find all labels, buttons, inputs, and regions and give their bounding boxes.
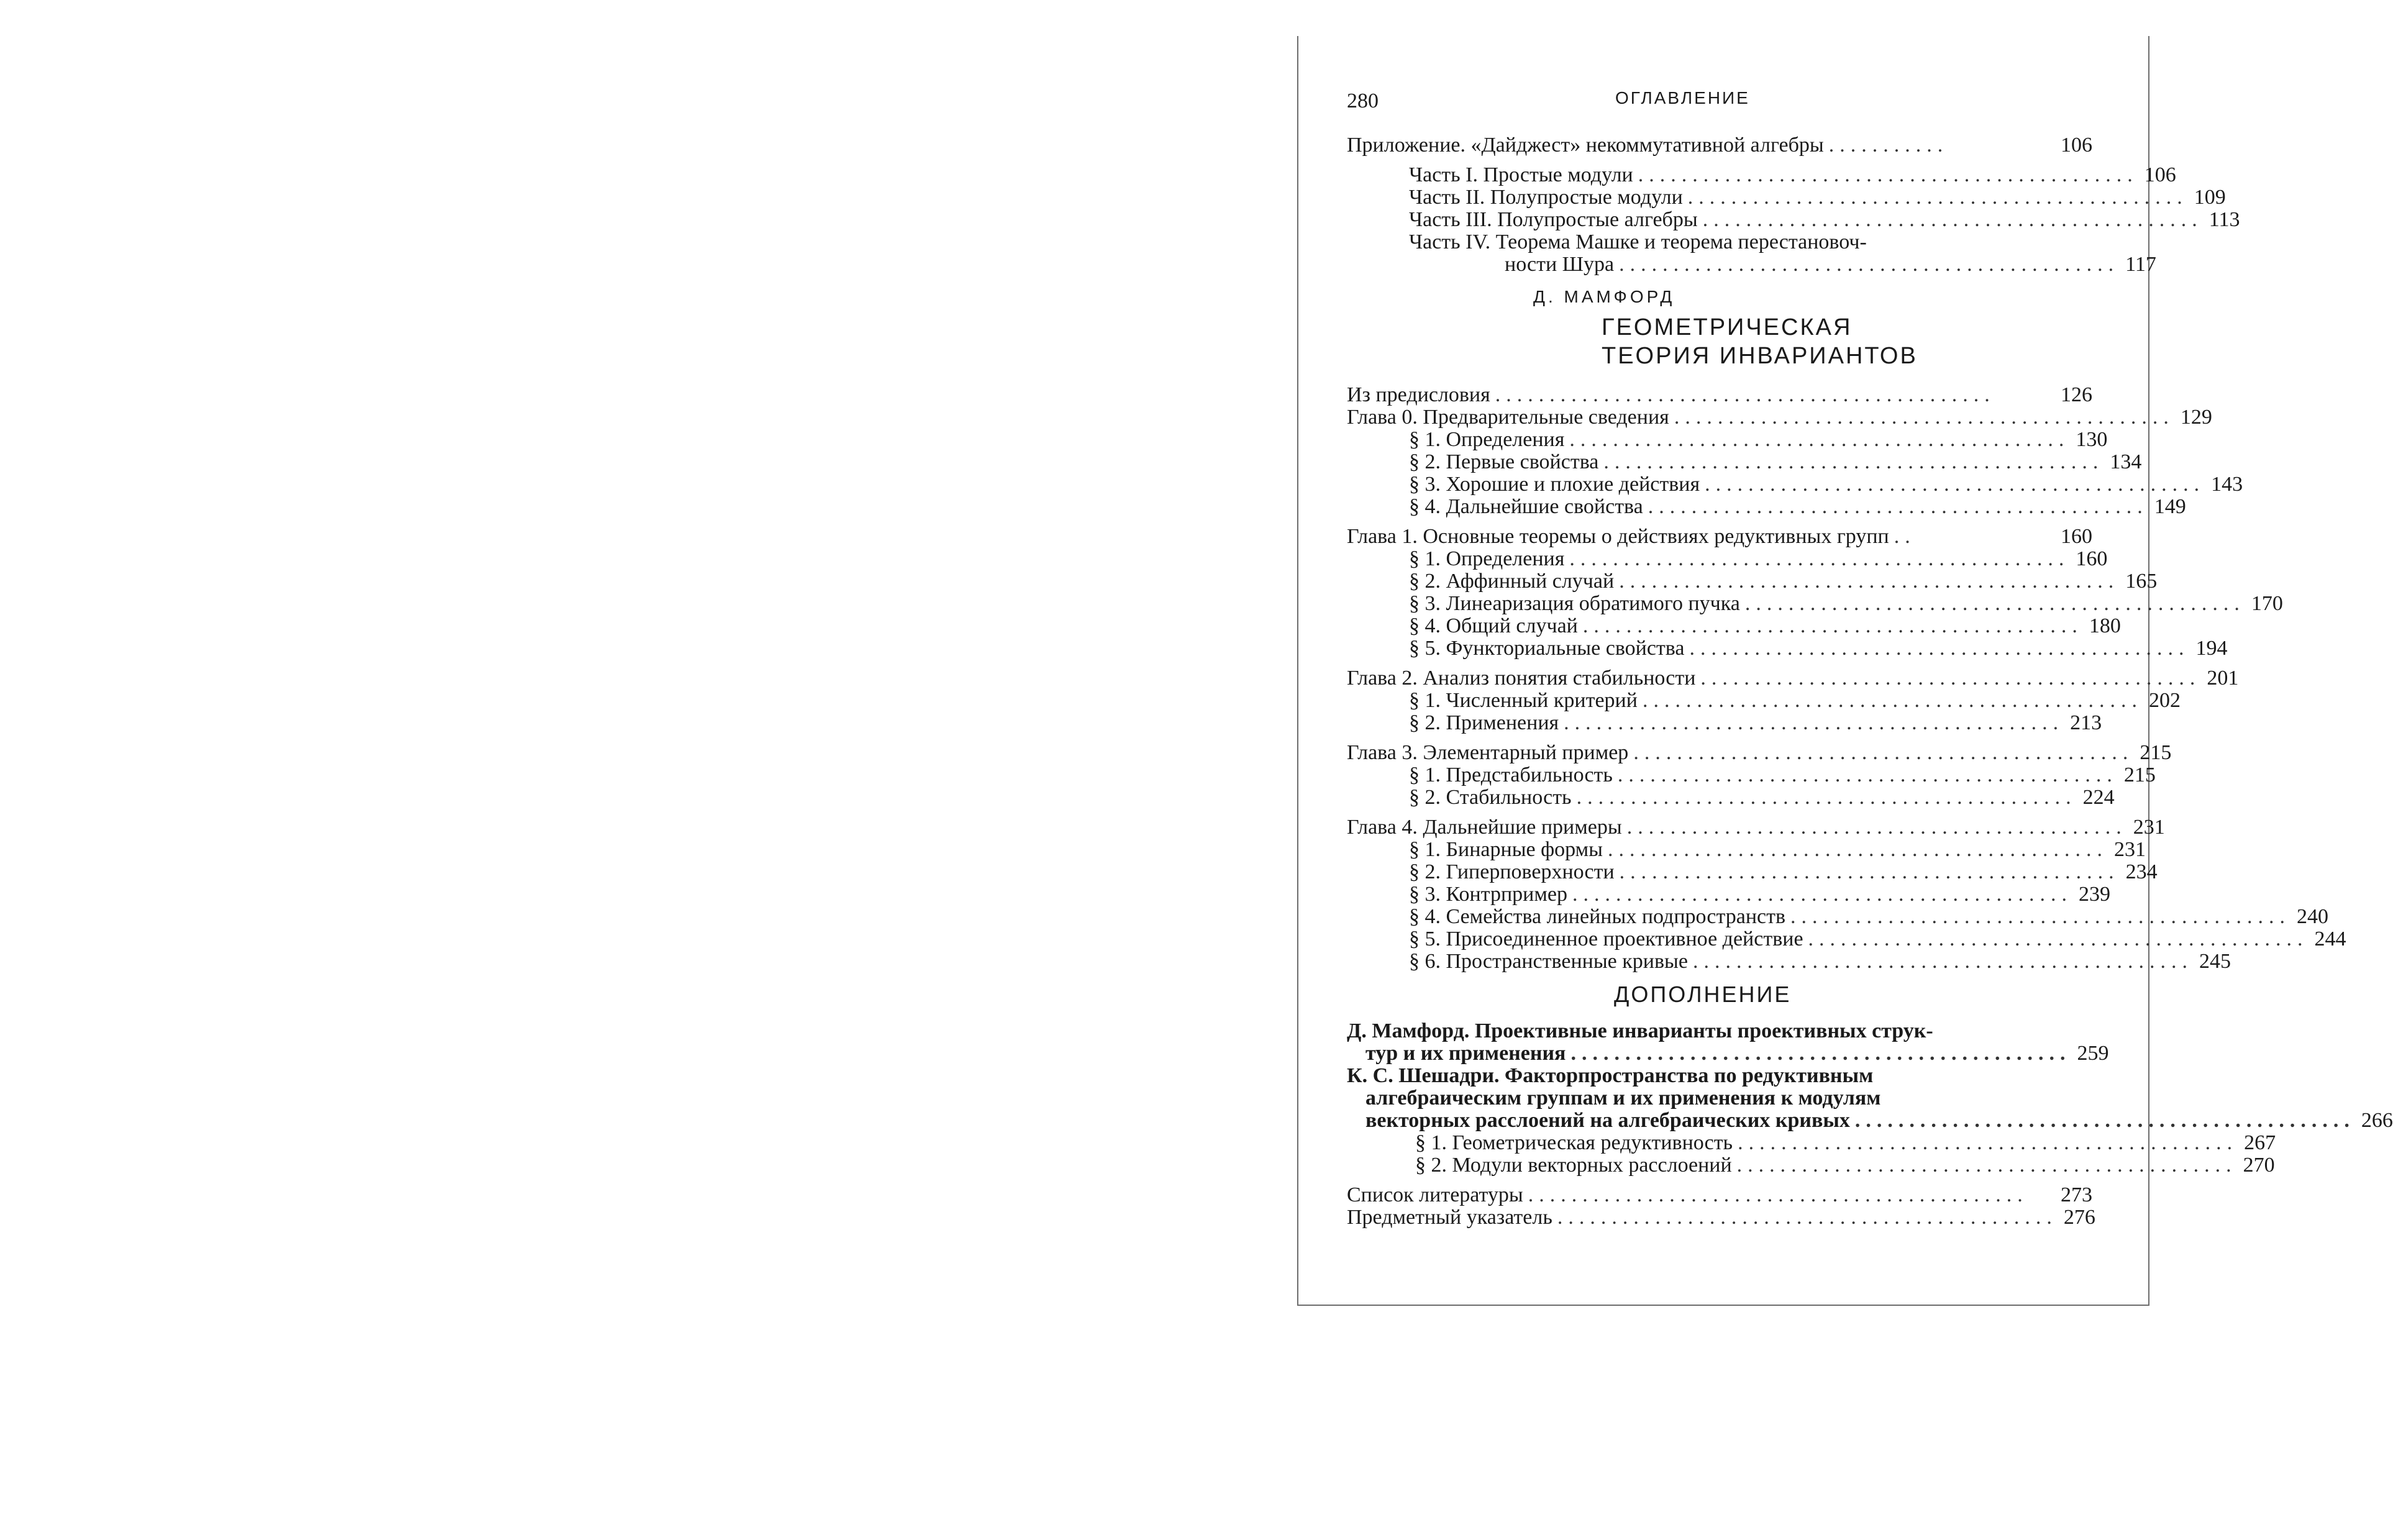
table-of-contents — [1347, 82, 2393, 1229]
toc-entry: Глава 3. Элементарный пример .............................................. 215 — [1347, 741, 2172, 764]
page-header — [1347, 82, 2092, 122]
chapter-4 — [1347, 816, 2346, 973]
toc-entry: Глава 1. Основные теоремы о действиях редуктивных групп .. 160 — [1347, 525, 2092, 548]
toc-entry: § 4. Общий случай .............................................. 180 — [1409, 614, 2121, 637]
toc-entry: векторных расслоений на алгебраических кривых .............................................. 266 — [1365, 1109, 2393, 1132]
supplement-title: ДОПОЛНЕНИЕ — [1614, 982, 1792, 1007]
chapter-2 — [1347, 667, 2239, 734]
toc-entry: § 2. Гиперповерхности .............................................. 234 — [1409, 860, 2158, 883]
toc-entry: Приложение. «Дайджест» некоммутативной алгебры ........... 106 — [1347, 134, 2092, 157]
toc-entry: Список литературы .............................................. 273 — [1347, 1183, 2092, 1206]
toc-entry: Глава 0. Предварительные сведения .............................................. 129 — [1347, 406, 2212, 429]
toc-entry-line: К. С. Шешадри. Факторпространства по редуктивным — [1347, 1064, 1874, 1087]
toc-entry: § 2. Применения .............................................. 213 — [1409, 711, 2102, 734]
toc-entry: § 1. Геометрическая редуктивность .............................................. 267 — [1415, 1131, 2276, 1154]
toc-entry: § 2. Модули векторных расслоений .............................................. 270 — [1415, 1154, 2275, 1177]
toc-entry-line: Часть IV. Теорема Машке и теорема перестановоч- — [1409, 230, 1867, 253]
toc-entry: Часть I. Простые модули .............................................. 106 — [1409, 163, 2176, 186]
toc-entry: § 1. Определения .............................................. 130 — [1409, 428, 2108, 451]
running-title: ОГЛАВЛЕНИЕ — [1615, 88, 1750, 107]
chapter-1 — [1347, 525, 2283, 660]
toc-entry-line: Д. Мамфорд. Проективные инварианты проективных струк- — [1347, 1019, 1933, 1042]
toc-entry: § 4. Семейства линейных подпространств .............................................. 240 — [1409, 905, 2329, 928]
toc-entry: § 2. Стабильность .............................................. 224 — [1409, 786, 2115, 809]
toc-entry: ности Шура .............................................. 117 — [1505, 253, 2156, 276]
toc-entry: Часть III. Полупростые алгебры .............................................. 113 — [1409, 208, 2240, 231]
toc-entry: тур и их применения .............................................. 259 — [1365, 1042, 2109, 1065]
book-title: ТЕОРИЯ ИНВАРИАНТОВ — [1602, 343, 1918, 369]
toc-entry: § 4. Дальнейшие свойства .............................................. 149 — [1409, 495, 2186, 518]
toc-entry: § 5. Присоединенное проективное действие .............................................. 244 — [1409, 927, 2346, 950]
supplement-block — [1347, 1019, 2393, 1229]
toc-entry: Часть II. Полупростые модули .............................................. 109 — [1409, 186, 2226, 209]
toc-entry: § 1. Определения .............................................. 160 — [1409, 547, 2108, 570]
toc-entry: § 3. Контрпример .............................................. 239 — [1409, 883, 2110, 906]
toc-entry: § 3. Хорошие и плохие действия .............................................. 143 — [1409, 473, 2243, 496]
toc-entry: § 1. Бинарные формы .............................................. 231 — [1409, 838, 2146, 861]
toc-entry: § 1. Численный критерий .............................................. 202 — [1409, 689, 2181, 712]
toc-entry: § 3. Линеаризация обратимого пучка .............................................. 170 — [1409, 592, 2283, 615]
toc-entry: § 1. Предстабильность .............................................. 215 — [1409, 763, 2156, 786]
page-number: 280 — [1347, 89, 1379, 112]
book-page — [1297, 36, 2393, 1306]
toc-entry: § 2. Аффинный случай .............................................. 165 — [1409, 570, 2158, 593]
toc-entry: § 2. Первые свойства .............................................. 134 — [1409, 450, 2142, 473]
toc-entry: Из предисловия .............................................. 126 — [1347, 383, 2092, 406]
toc-entry: Предметный указатель .............................................. 276 — [1347, 1206, 2095, 1229]
toc-entry: Глава 4. Дальнейшие примеры .............................................. 231 — [1347, 816, 2165, 839]
toc-entry-line: алгебраическим группам и их применения к модулям — [1365, 1087, 1881, 1109]
appendix-block — [1347, 134, 2240, 276]
toc-entry: § 6. Пространственные кривые .............................................. 245 — [1409, 950, 2231, 973]
toc-entry: § 5. Функториальные свойства .............................................. 194 — [1409, 637, 2228, 660]
author: Д. МАМФОРД — [1533, 287, 1675, 306]
chapter-3 — [1347, 741, 2172, 809]
book-title: ГЕОМЕТРИЧЕСКАЯ — [1602, 314, 1853, 340]
chapter-0 — [1347, 406, 2243, 518]
toc-entry: Глава 2. Анализ понятия стабильности .............................................. 201 — [1347, 667, 2239, 690]
